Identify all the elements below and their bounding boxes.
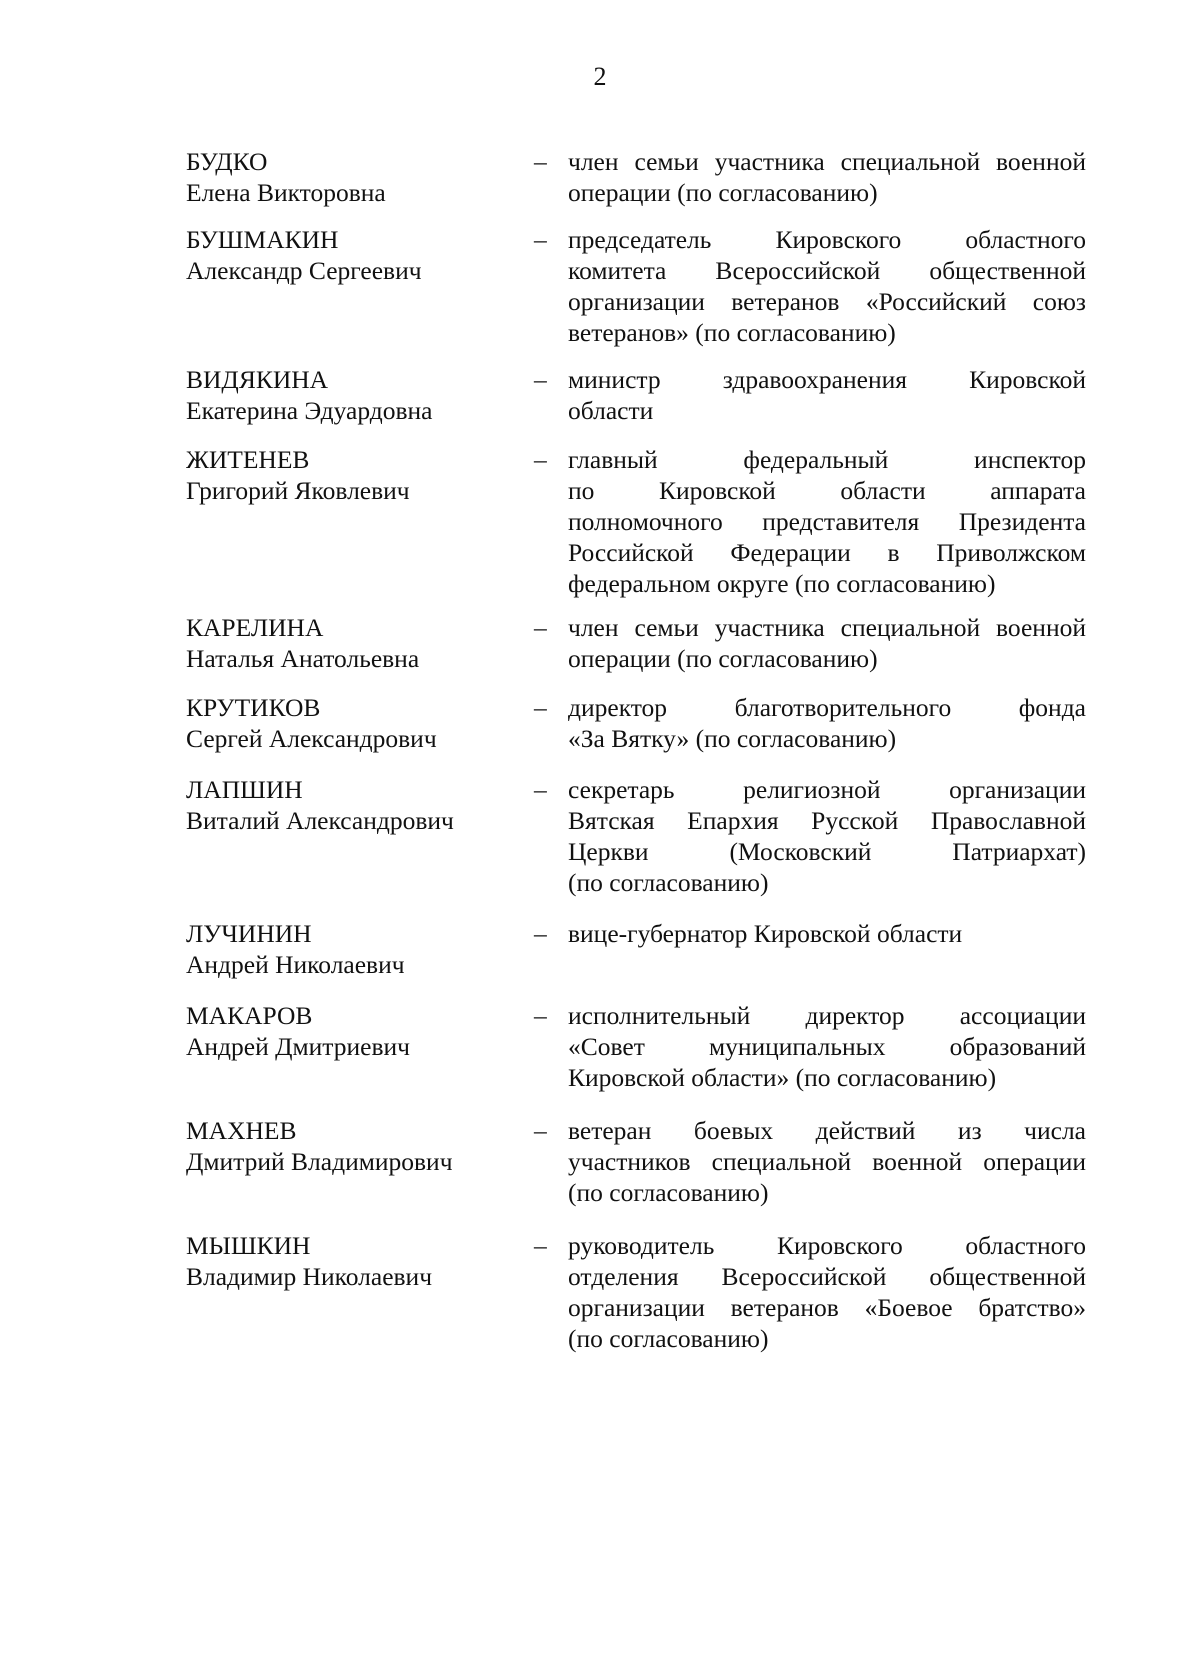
member-name bbox=[186, 224, 526, 286]
role-line: (по согласованию) bbox=[568, 1324, 769, 1353]
page-number: 2 bbox=[593, 62, 607, 91]
role-line: ветеранов» (по согласованию) bbox=[568, 318, 896, 347]
member-surname: БУДКО bbox=[186, 147, 268, 176]
member-name bbox=[186, 146, 526, 208]
member-role bbox=[568, 918, 1086, 949]
member-entry bbox=[186, 918, 1086, 1000]
separator-dash: – bbox=[534, 919, 547, 948]
member-surname: КРУТИКОВ bbox=[186, 693, 321, 722]
role-line: главный федеральный инспектор bbox=[568, 445, 1086, 474]
role-line: (по согласованию) bbox=[568, 1178, 769, 1207]
separator-dash: – bbox=[534, 1001, 547, 1030]
member-name bbox=[186, 918, 526, 980]
member-entry bbox=[186, 612, 1086, 692]
role-line: исполнительный директор ассоциации bbox=[568, 1001, 1086, 1030]
member-role bbox=[568, 1230, 1086, 1354]
separator-dash: – bbox=[534, 693, 547, 722]
role-line: Церкви (Московский Патриархат) bbox=[568, 837, 1086, 866]
role-line: ветеран боевых действий из числа bbox=[568, 1116, 1086, 1145]
member-surname: МЫШКИН bbox=[186, 1231, 311, 1260]
member-role bbox=[568, 774, 1086, 898]
member-given-name: Андрей Николаевич bbox=[186, 950, 405, 979]
member-entry bbox=[186, 774, 1086, 918]
member-role bbox=[568, 364, 1086, 426]
separator-dash: – bbox=[534, 1231, 547, 1260]
member-entry bbox=[186, 1000, 1086, 1115]
member-name bbox=[186, 444, 526, 506]
member-given-name: Андрей Дмитриевич bbox=[186, 1032, 410, 1061]
role-line: Вятская Епархия Русской Православной bbox=[568, 806, 1086, 835]
member-role bbox=[568, 146, 1086, 208]
member-name bbox=[186, 774, 526, 836]
role-line: Кировской области» (по согласованию) bbox=[568, 1063, 997, 1092]
member-given-name: Сергей Александрович bbox=[186, 724, 437, 753]
role-line: вице-губернатор Кировской области bbox=[568, 919, 963, 948]
member-given-name: Владимир Николаевич bbox=[186, 1262, 433, 1291]
role-line: «За Вятку» (по согласованию) bbox=[568, 724, 897, 753]
role-line: член семьи участника специальной военной bbox=[568, 613, 1086, 642]
separator-dash: – bbox=[534, 613, 547, 642]
role-line: Российской Федерации в Приволжском bbox=[568, 538, 1086, 567]
member-surname: ЖИТЕНЕВ bbox=[186, 445, 310, 474]
member-given-name: Елена Викторовна bbox=[186, 178, 386, 207]
role-line: «Совет муниципальных образований bbox=[568, 1032, 1086, 1061]
role-line: руководитель Кировского областного bbox=[568, 1231, 1086, 1260]
member-entry bbox=[186, 364, 1086, 444]
role-line: операции (по согласованию) bbox=[568, 178, 878, 207]
role-line: председатель Кировского областного bbox=[568, 225, 1086, 254]
member-name bbox=[186, 364, 526, 426]
role-line: области bbox=[568, 396, 654, 425]
separator-dash: – bbox=[534, 775, 547, 804]
role-line: полномочного представителя Президента bbox=[568, 507, 1086, 536]
separator-dash: – bbox=[534, 365, 547, 394]
separator-dash: – bbox=[534, 445, 547, 474]
members-list bbox=[186, 146, 1086, 1360]
role-line: федеральном округе (по согласованию) bbox=[568, 569, 996, 598]
member-name bbox=[186, 692, 526, 754]
role-line: организации ветеранов «Российский союз bbox=[568, 287, 1086, 316]
member-entry bbox=[186, 146, 1086, 224]
role-line: член семьи участника специальной военной bbox=[568, 147, 1086, 176]
member-entry bbox=[186, 224, 1086, 364]
member-role bbox=[568, 612, 1086, 674]
member-surname: МАХНЕВ bbox=[186, 1116, 297, 1145]
member-name bbox=[186, 1230, 526, 1292]
role-line: секретарь религиозной организации bbox=[568, 775, 1086, 804]
role-line: комитета Всероссийской общественной bbox=[568, 256, 1086, 285]
role-line: министр здравоохранения Кировской bbox=[568, 365, 1086, 394]
role-line: организации ветеранов «Боевое братство» bbox=[568, 1293, 1086, 1322]
member-given-name: Наталья Анатольевна bbox=[186, 644, 420, 673]
role-line: (по согласованию) bbox=[568, 868, 769, 897]
member-entry bbox=[186, 1115, 1086, 1230]
member-surname: МАКАРОВ bbox=[186, 1001, 313, 1030]
member-surname: ЛУЧИНИН bbox=[186, 919, 312, 948]
role-line: отделения Всероссийской общественной bbox=[568, 1262, 1086, 1291]
member-surname: ЛАПШИН bbox=[186, 775, 303, 804]
separator-dash: – bbox=[534, 1116, 547, 1145]
member-name bbox=[186, 1115, 526, 1177]
member-role bbox=[568, 224, 1086, 348]
member-given-name: Григорий Яковлевич bbox=[186, 476, 410, 505]
role-line: по Кировской области аппарата bbox=[568, 476, 1086, 505]
member-name bbox=[186, 612, 526, 674]
member-given-name: Александр Сергеевич bbox=[186, 256, 422, 285]
member-given-name: Виталий Александрович bbox=[186, 806, 454, 835]
member-surname: БУШМАКИН bbox=[186, 225, 339, 254]
role-line: директор благотворительного фонда bbox=[568, 693, 1086, 722]
member-entry bbox=[186, 1230, 1086, 1360]
member-surname: КАРЕЛИНА bbox=[186, 613, 324, 642]
member-given-name: Екатерина Эдуардовна bbox=[186, 396, 433, 425]
member-role bbox=[568, 444, 1086, 599]
separator-dash: – bbox=[534, 225, 547, 254]
member-given-name: Дмитрий Владимирович bbox=[186, 1147, 453, 1176]
separator-dash: – bbox=[534, 147, 547, 176]
member-name bbox=[186, 1000, 526, 1062]
member-entry bbox=[186, 692, 1086, 774]
role-line: операции (по согласованию) bbox=[568, 644, 878, 673]
member-role bbox=[568, 692, 1086, 754]
role-line: участников специальной военной операции bbox=[568, 1147, 1086, 1176]
member-entry bbox=[186, 444, 1086, 612]
member-role bbox=[568, 1000, 1086, 1093]
member-surname: ВИДЯКИНА bbox=[186, 365, 329, 394]
member-role bbox=[568, 1115, 1086, 1208]
